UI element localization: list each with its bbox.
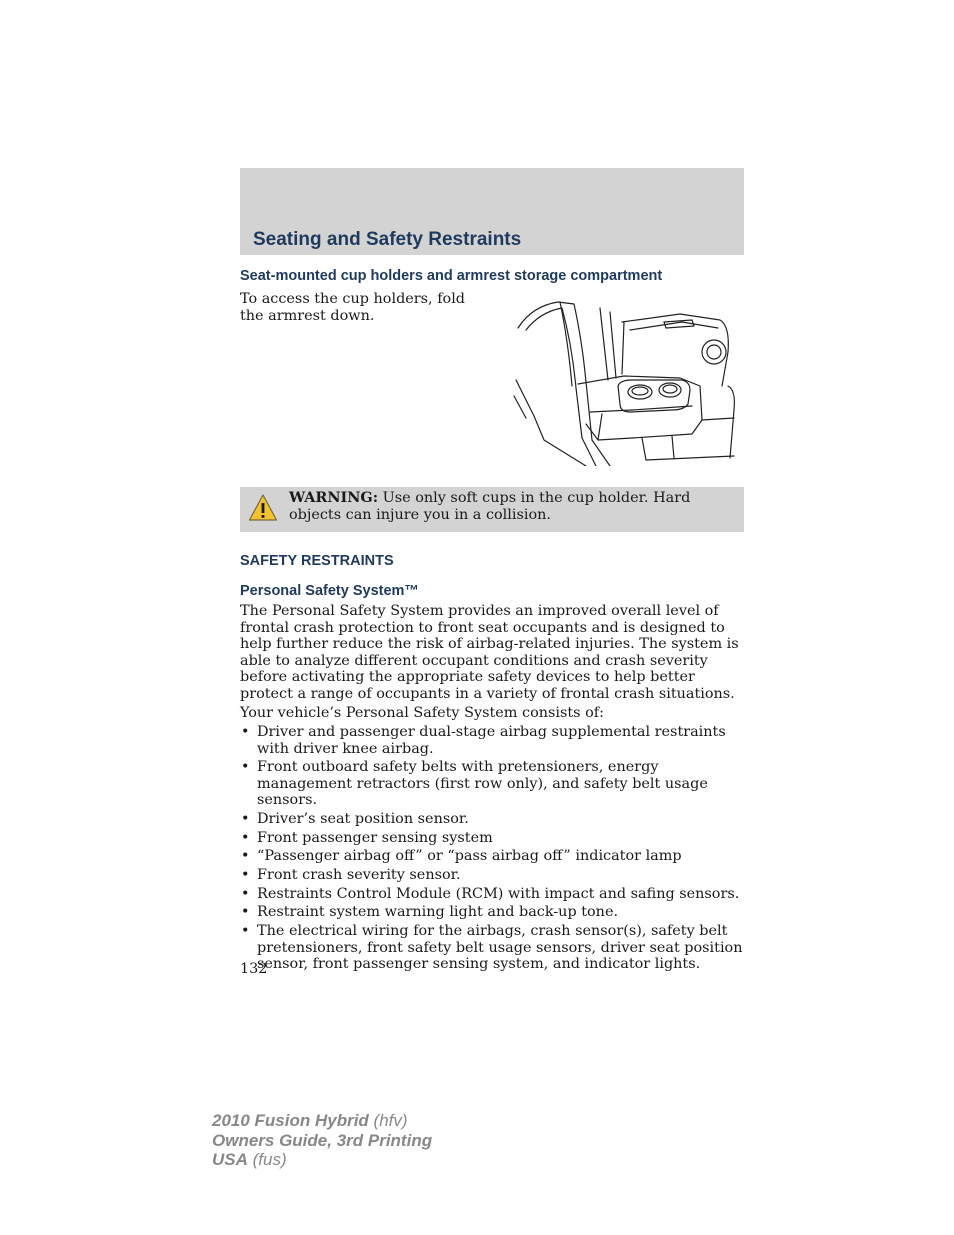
list-item: [240, 923, 744, 973]
list-item-text: Front passenger sensing system: [257, 829, 493, 846]
list-item: [240, 867, 744, 884]
bullet-glyph: •: [241, 829, 250, 846]
bullet-glyph: •: [241, 724, 250, 740]
footer-model-code: (hfv): [368, 1111, 408, 1130]
list-item: [240, 830, 744, 847]
bullet-glyph: •: [241, 810, 250, 827]
footer-model: 2010 Fusion Hybrid: [212, 1111, 369, 1130]
footer-line-region: [212, 1150, 432, 1170]
document-footer: [212, 1111, 432, 1170]
footer-line-model: [212, 1111, 432, 1131]
cup-holder-armrest-illustration: [512, 300, 738, 466]
list-item-text: Front crash severity sensor.: [257, 866, 461, 883]
list-item-text: Restraint system warning light and back-up tone.: [257, 904, 619, 921]
safety-components-list: [240, 724, 744, 975]
bullet-glyph: •: [241, 848, 250, 865]
bullet-glyph: •: [241, 923, 250, 939]
list-item: [240, 759, 744, 809]
bullet-glyph: •: [241, 885, 250, 902]
list-item-text: The electrical wiring for the airbags, crash sensor(s), safety belt pretensioners, front safety belt usage sensors, driver seat position sensor, front passenger sensing system, and indicator lights.: [257, 923, 743, 972]
list-item-text: Front outboard safety belts with pretensioners, energy management retractors (first row only), and safety belt usage sensors.: [257, 759, 708, 809]
bullet-glyph: •: [241, 759, 250, 776]
section-header-band: [240, 168, 744, 255]
footer-region-code: (fus): [247, 1150, 287, 1169]
section-title: Seating and Safety Restraints: [253, 229, 522, 250]
page-number: 132: [240, 961, 268, 977]
list-item: [240, 886, 744, 903]
footer-region: USA: [212, 1150, 248, 1169]
list-item-text: Driver and passenger dual-stage airbag supplemental restraints with driver knee airbag.: [257, 724, 726, 757]
list-item: [240, 724, 744, 757]
list-item: [240, 811, 744, 828]
list-item-text: “Passenger airbag off” or “pass airbag off” indicator lamp: [257, 848, 682, 865]
warning-triangle-icon: [248, 493, 278, 523]
warning-label: WARNING:: [289, 489, 379, 506]
cup-holder-heading: Seat-mounted cup holders and armrest storage compartment: [240, 268, 663, 284]
footer-line-guide: [212, 1131, 432, 1151]
personal-safety-system-paragraph: The Personal Safety System provides an improved overall level of frontal crash protection to front seat occupants and is designed to help further reduce the risk of airbag-related injuries. The system is able to analyze different occupant conditions and crash severity before activating the appropriate safety devices to help better protect a range of occupants in a variety of frontal crash situations.: [240, 603, 739, 702]
list-item-text: Driver’s seat position sensor.: [257, 810, 469, 827]
list-item: [240, 848, 744, 865]
safety-restraints-heading: SAFETY RESTRAINTS: [240, 553, 394, 569]
bullet-glyph: •: [241, 866, 250, 883]
list-item-text: Restraints Control Module (RCM) with impact and safing sensors.: [257, 885, 740, 902]
warning-callout: [240, 487, 744, 532]
system-consists-intro: Your vehicle’s Personal Safety System consists of:: [240, 705, 604, 721]
footer-guide: Owners Guide, 3rd Printing: [212, 1130, 433, 1150]
bullet-glyph: •: [241, 904, 250, 921]
warning-text: [289, 490, 737, 523]
cup-holder-text: To access the cup holders, fold the armrest down.: [240, 291, 466, 324]
warning-message: Use only soft cups in the cup holder. Hard objects can injure you in a collision.: [289, 490, 691, 523]
personal-safety-system-heading: Personal Safety System™: [240, 583, 419, 599]
list-item: [240, 904, 744, 921]
